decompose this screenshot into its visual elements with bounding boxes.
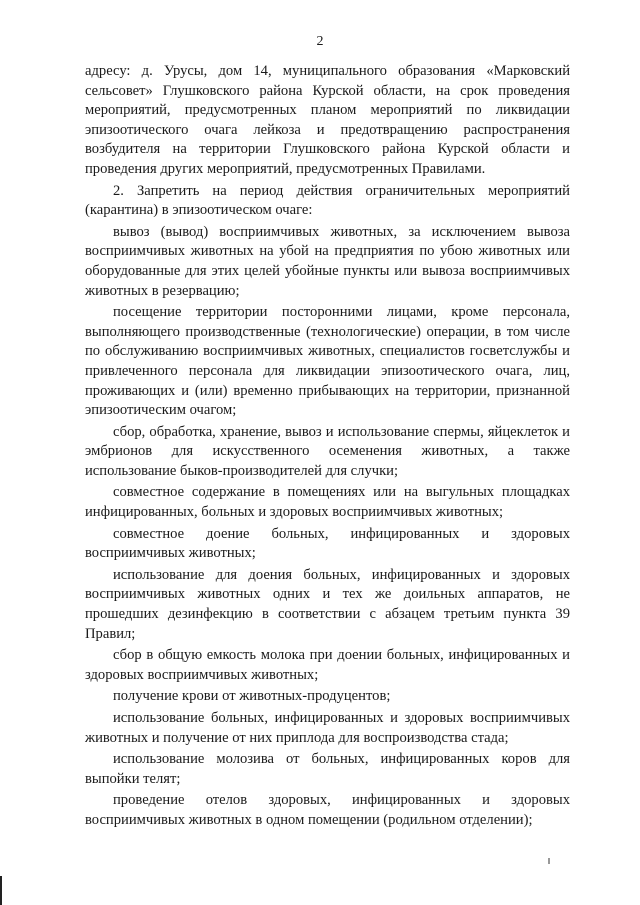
paragraph-joint-milking: совместное доение больных, инфицированных и здоровых восприимчивых животных; xyxy=(85,525,570,562)
paragraph-visiting-territory: посещение территории посторонними лицами, кроме персонала, выполняющего производственные (технологические) операции, в том числе по обслуживанию восприимчивых животных, специалистов госветслужбы и привлеченного персонала для ликвидации эпизоотического очага, лиц, проживающих и (или) временно прибывающих на территории, признанной эпизоотическим очагом; xyxy=(85,304,570,419)
document-body xyxy=(85,62,570,831)
paragraph-address: адресу: д. Урусы, дом 14, муниципального образования «Марковский сельсовет» Глушковского района Курской области, на срок проведения мероприятий, предусмотренных планом мероприятий по ликвидации эпизоотического очага лейкоза и предотвращению распространения возбудителя на территории Глушковского района Курской области и проведения других мероприятий, предусмотренных Правилами. xyxy=(85,63,570,177)
paragraph-joint-keeping: совместное содержание в помещениях или на выгульных площадках инфицированных, больных и здоровых восприимчивых животных; xyxy=(85,484,570,521)
paragraph-milking-machines: использование для доения больных, инфицированных и здоровых восприимчивых животных одних и тех же доильных аппаратов, не прошедших дезинфекцию в соответствии с абзацем третьим пункта 39 Правил; xyxy=(85,566,570,642)
paragraph-export-animals: вывоз (вывод) восприимчивых животных, за исключением вывоза восприимчивых животных на убой на предприятия по убою животных или оборудованные для этих целей убойные пункты или вывоза восприимчивых животных в резервацию; xyxy=(85,223,570,299)
paragraph-blood-collection: получение крови от животных-продуцентов; xyxy=(113,688,391,705)
paragraph-milk-collection: сбор в общую емкость молока при доении больных, инфицированных и здоровых восприимчивых животных; xyxy=(85,647,570,683)
paragraph-prohibit-intro: 2. Запретить на период действия ограничительных мероприятий (карантина) в эпизоотическом очаге: xyxy=(85,182,570,219)
paragraph-semen-collection: сбор, обработка, хранение, вывоз и использование спермы, яйцеклеток и эмбрионов для искусственного осеменения животных, а также использование быков-производителей для случки; xyxy=(85,423,570,479)
page-number: 2 xyxy=(316,34,324,49)
paragraph-colostrum-use: использование молозива от больных, инфицированных коров для выпойки телят; xyxy=(85,751,570,787)
paragraph-breeding-use: использование больных, инфицированных и здоровых восприимчивых животных и получение от них приплода для воспроизводства стада; xyxy=(85,710,570,746)
paragraph-calving: проведение отелов здоровых, инфицированных и здоровых восприимчивых животных в одном помещении (родильном отделении); xyxy=(85,792,570,828)
scan-edge-mark xyxy=(0,876,2,905)
scan-dot-mark xyxy=(548,858,550,864)
